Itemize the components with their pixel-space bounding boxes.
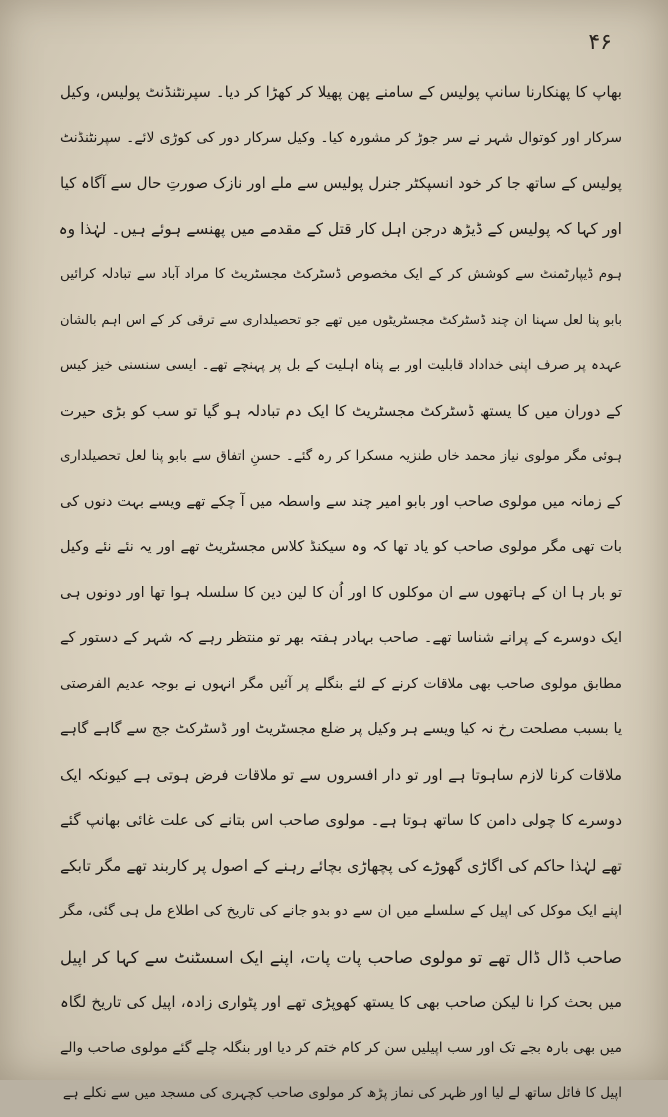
text-line: مطابق مولوی صاحب بھی ملاقات کرنے کے لئے بنگلے پر آئیں مگر انہوں نے بوجہ عدیم الفرصتی [60,675,622,692]
text-line: ایک دوسرے کے پرانے شناسا تھے۔ صاحب بہادر ہفتہ بھر تو منتظر رہے کہ شہر کے دستور کے [60,630,622,646]
text-line: پولیس کے ساتھ جا کر خود انسپکٹر جنرل پولیس سے ملے اور نازک صورتِ حال سے آگاہ کیا [60,174,622,192]
body-text [60,70,622,1117]
text-line: تو بار ہا ان کے ہاتھوں سے ان موکلوں کا اور اُن کا لین دین کا سلسلہ ہوا تھا اور دونوں ہی [60,584,622,601]
text-line: یا بسبب مصلحت رخ نہ کیا ویسے ہر وکیل پر ضلع مجسٹریٹ اور ڈسٹرکٹ جج سے گاہے گاہے [60,721,622,737]
text-line: اور کہا کہ پولیس کے ڈیڑھ درجن اہل کار قتل کے مقدمے میں پھنسے ہوئے ہیں۔ لہٰذا وہ [58,219,622,238]
text-line: ہوم ڈیپارٹمنٹ سے کوشش کر کے ایک مخصوص ڈسٹرکٹ مجسٹریٹ کا مراد آباد سے تبادلہ کرائیں [60,266,622,282]
text-line: بات تھی مگر مولوی صاحب کو یاد تھا کہ وہ سیکنڈ کلاس مجسٹریٹ تھے اور یہ نئے نئے وکیل [60,539,622,555]
text-line: کے دوران میں کا یستھ ڈسٹرکٹ مجسٹریٹ کا ایک دم تبادلہ ہو گیا تو سب کو بڑی حیرت [60,401,622,420]
text-line: اپیل کا فائل ساتھ لے لیا اور ظہر کی نماز پڑھ کر مولوی صاحب کچہری کی مسجد میں سے نکلے ہے [62,1085,622,1101]
text-line: بابو پنا لعل سہنا ان چند ڈسٹرکٹ مجسٹریٹوں میں تھے جو تحصیلداری سے ترقی کر کے اس اہم بالشان [60,312,622,328]
text-line: صاحب ڈال ڈال تھے تو مولوی صاحب پات پات، اپنے ایک اسسٹنٹ سے کہا کر اپیل [60,947,622,967]
page-number: ۴۶ [588,30,612,55]
text-line: عہدہ پر صرف اپنی خداداد قابلیت اور بے پناہ اہلیت کے بل پر پہنچے تھے۔ ایسی سنسنی خیز کیس [60,357,622,373]
text-line: کے زمانہ میں مولوی صاحب اور بابو امیر چند سے واسطہ میں آ چکے تھے ویسے بہت دنوں کی [60,493,622,510]
text-line: میں بھی بارہ بجے تک اور سب اپیلیں سن کر کام ختم کر دیا اور بنگلہ چلے گئے مولوی صاحب والے [60,1039,622,1056]
text-line: دوسرے کا چولی دامن کا ساتھ ہوتا ہے۔ مولوی صاحب اس بتانے کی علت غائی بھانپ گئے [60,811,622,829]
text-line: بھاپ کا پھنکارنا سانپ پولیس کے سامنے پھن پھیلا کر کھڑا کر دیا۔ سپرنٹنڈنٹ پولیس، وکیل [60,83,622,101]
text-line: ملاقات کرنا لازم ساہوتا ہے اور تو دار افسروں سے تو ملاقات فرض ہوتی ہے کیونکہ ایک [60,765,622,784]
text-line: سرکار اور کوتوال شہر نے سر جوڑ کر مشورہ کیا۔ وکیل سرکار دور کی کوڑی لائے۔ سپرنٹنڈنٹ [60,129,622,146]
text-line: ہوئی مگر مولوی نیاز محمد خاں طنزیہ مسکرا کر رہ گئے۔ حسنِ اتفاق سے بابو پنا لعل تحصیلداری [60,448,622,464]
text-line: اپنے ایک موکل کی اپیل کے سلسلے میں ان سے دو بدو جانے کی تاریخ کی اطلاع مل ہی گئی، مگر [60,903,622,919]
text-line: میں بحث کرا نا لیکن صاحب بھی کا یستھ کھوپڑی تھے اور پٹواری زادہ، اپیل کی تاریخ لگاہ [60,993,622,1011]
text-line: تھے لہٰذا حاکم کی اگاڑی گھوڑے کی پچھاڑی بچائے رہنے کے اصول پر کاربند تھے مگر تابکے [60,856,622,875]
